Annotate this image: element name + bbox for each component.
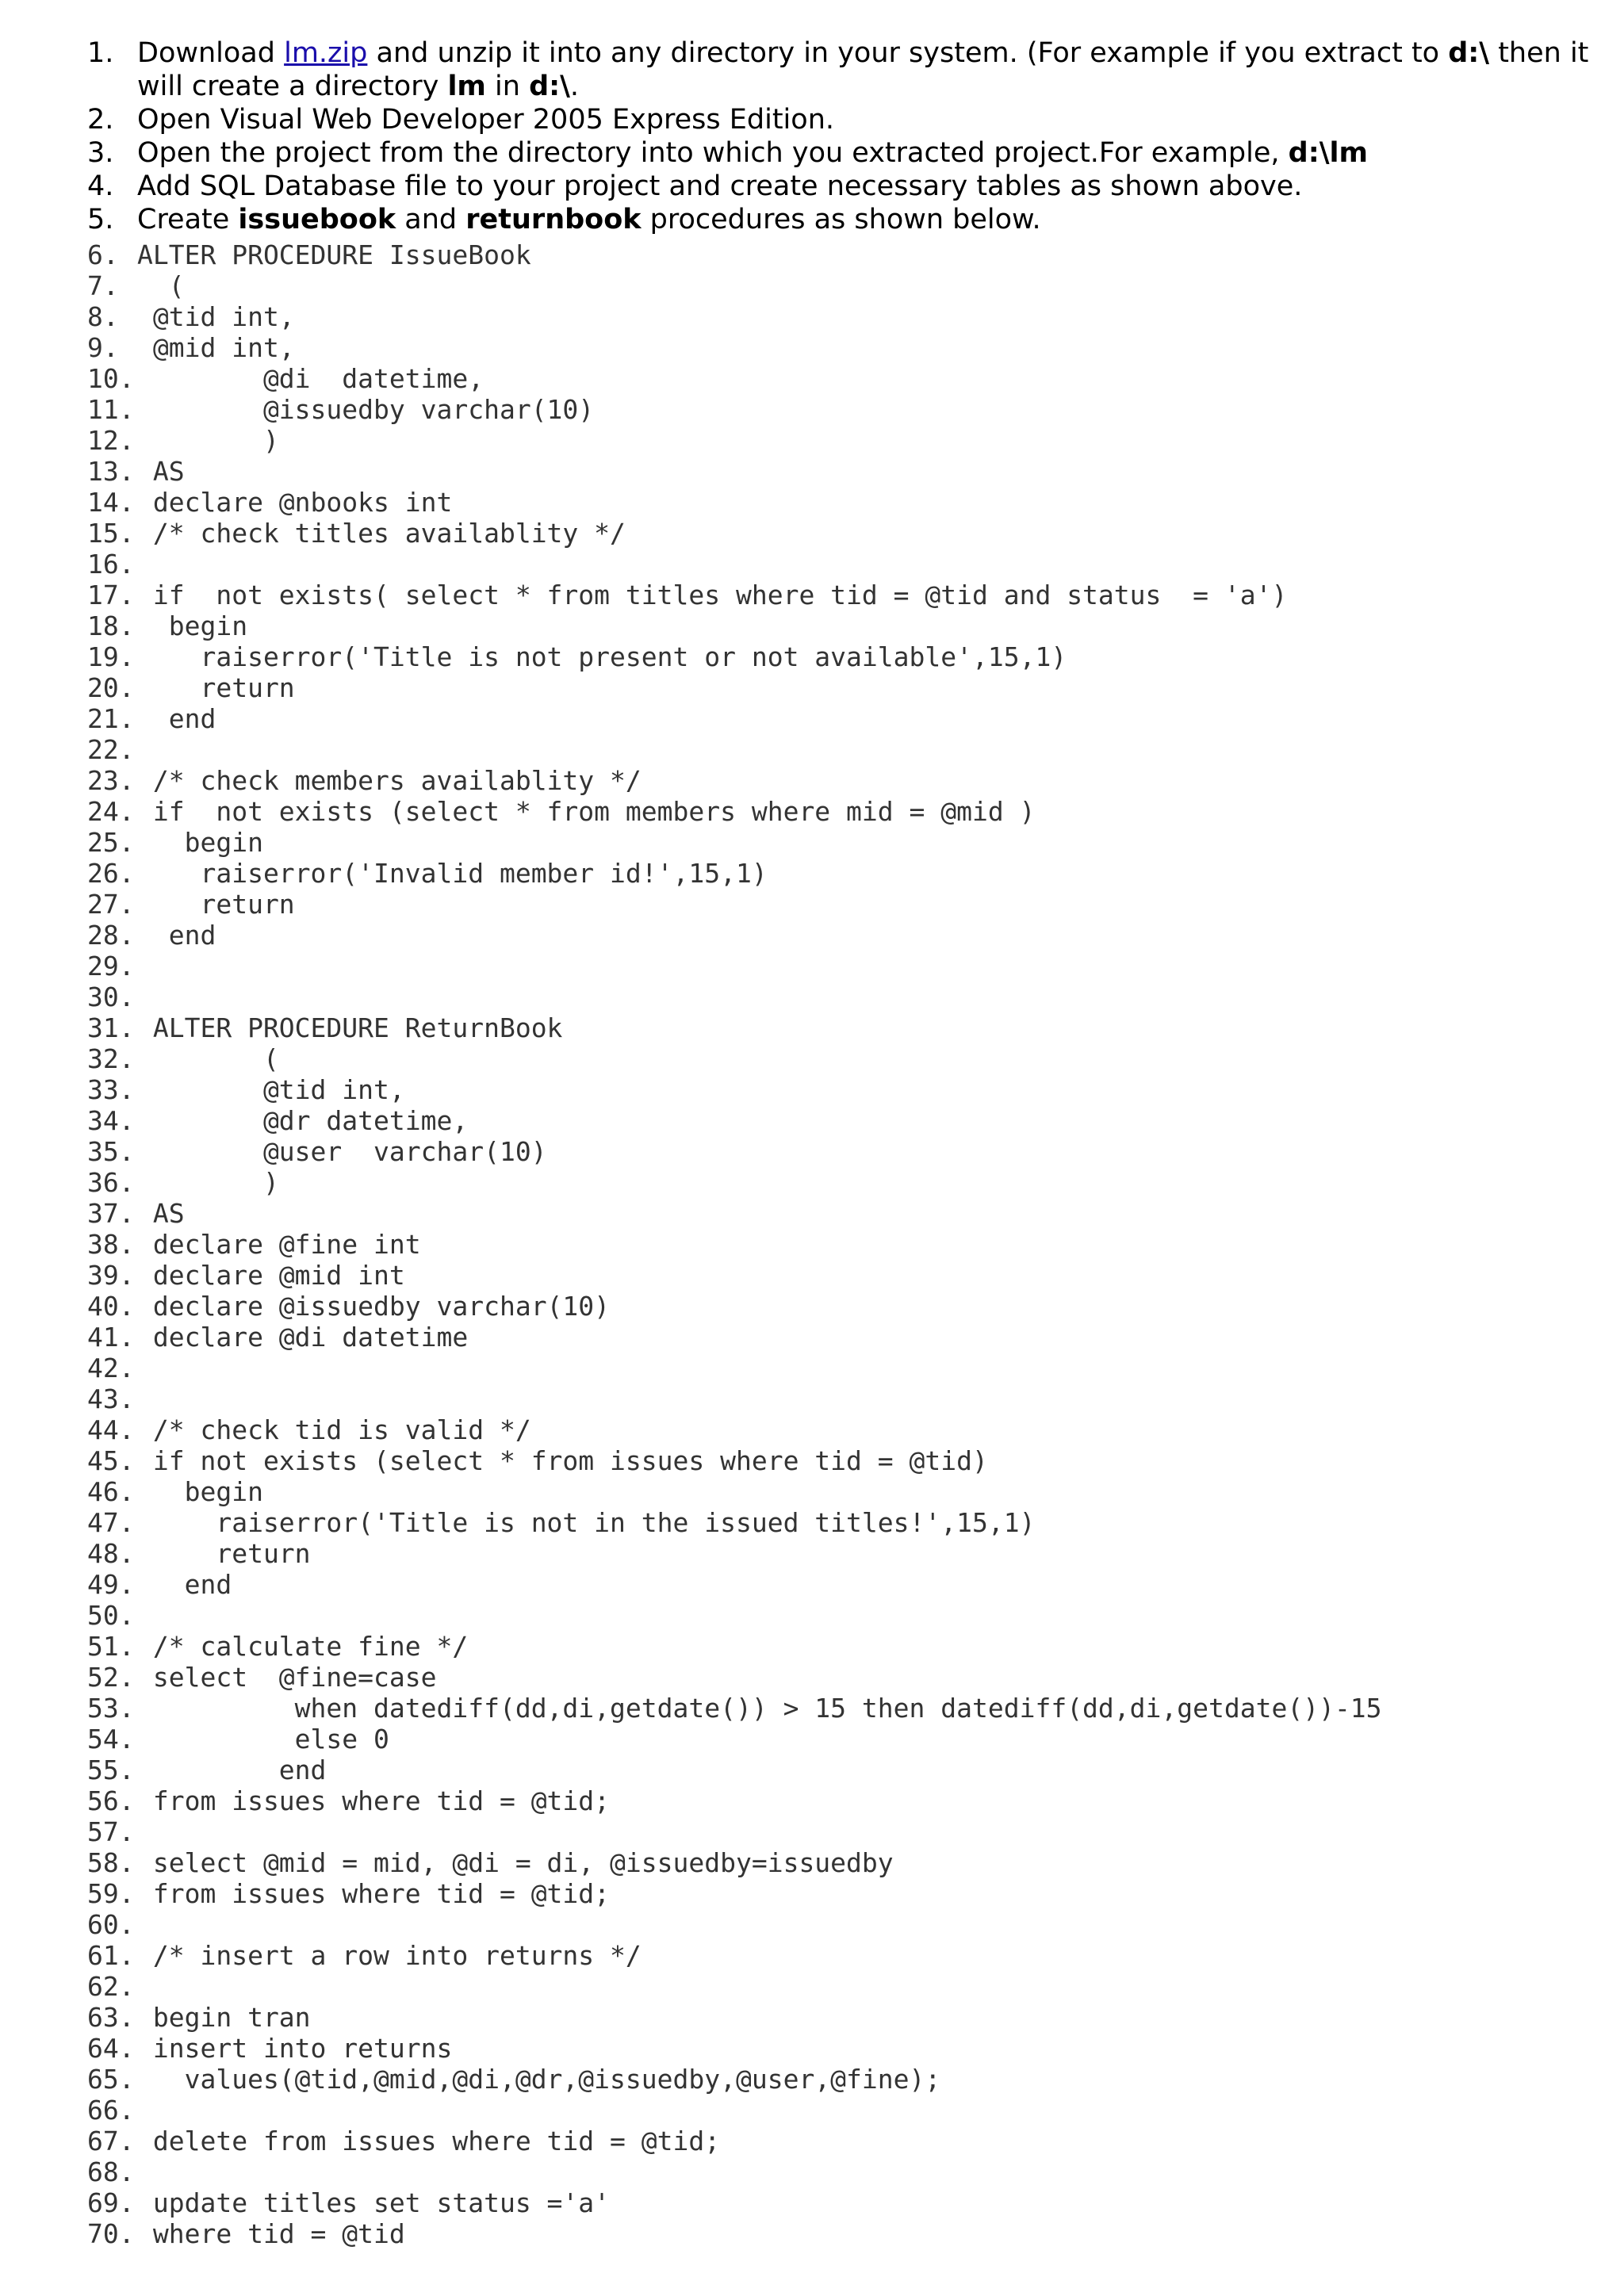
line-number: 7. — [87, 270, 119, 301]
line-number: 16. — [87, 549, 135, 580]
code-text: select @fine=case — [137, 1662, 437, 1693]
line-number: 51. — [87, 1631, 135, 1662]
text-segment: Open the project from the directory into which you extracted project.For example, — [137, 137, 1289, 169]
code-line — [87, 1631, 1594, 1662]
code-text: AS — [137, 1198, 185, 1229]
line-number: 65. — [87, 2064, 135, 2095]
line-number: 56. — [87, 1785, 135, 1816]
code-text: raiserror('Invalid member id!',15,1) — [137, 858, 768, 889]
code-text: ( — [137, 1043, 279, 1074]
code-line — [87, 1260, 1594, 1291]
code-line — [87, 270, 1594, 301]
item-number: 3. — [87, 137, 114, 169]
instruction-text: Add SQL Database file to your project and create necessary tables as shown above. — [137, 170, 1303, 202]
code-line — [87, 1847, 1594, 1878]
code-line — [87, 672, 1594, 703]
code-text: begin — [137, 610, 248, 641]
line-number: 34. — [87, 1105, 135, 1136]
code-text: /* insert a row into returns */ — [137, 1940, 642, 1971]
code-text: ALTER PROCEDURE IssueBook — [137, 239, 531, 270]
code-line — [87, 1322, 1594, 1353]
line-number: 20. — [87, 672, 135, 703]
line-number: 53. — [87, 1693, 135, 1724]
instruction-text — [137, 203, 1594, 236]
code-text: where tid = @tid — [137, 2218, 405, 2249]
code-text: /* check tid is valid */ — [137, 1414, 531, 1445]
code-line — [87, 703, 1594, 734]
code-line — [87, 1383, 1594, 1414]
line-number: 14. — [87, 487, 135, 518]
line-number: 47. — [87, 1507, 135, 1538]
code-text: end — [137, 703, 216, 734]
code-line — [87, 1507, 1594, 1538]
code-line — [87, 394, 1594, 425]
code-text: return — [137, 1538, 311, 1569]
code-text: if not exists( select * from titles where tid = @tid and status = 'a') — [137, 580, 1288, 610]
code-line — [87, 1878, 1594, 1909]
code-line — [87, 1940, 1594, 1971]
line-number: 18. — [87, 610, 135, 641]
code-line — [87, 332, 1594, 363]
code-text: if not exists (select * from issues where tid = @tid) — [137, 1445, 988, 1476]
instruction-text — [137, 136, 1594, 170]
line-number: 13. — [87, 456, 135, 487]
code-line — [87, 301, 1594, 332]
bold-path: lm — [447, 71, 486, 102]
code-line — [87, 827, 1594, 858]
text-segment: Download — [137, 37, 285, 69]
line-number: 48. — [87, 1538, 135, 1569]
code-line — [87, 1167, 1594, 1198]
code-line — [87, 1662, 1594, 1693]
line-number: 60. — [87, 1909, 135, 1940]
code-text: /* calculate fine */ — [137, 1631, 469, 1662]
code-line — [87, 2064, 1594, 2095]
bold-term: returnbook — [465, 204, 642, 235]
code-line — [87, 1569, 1594, 1600]
code-line — [87, 2002, 1594, 2033]
code-text: /* check titles availablity */ — [137, 518, 626, 549]
code-text: AS — [137, 456, 185, 487]
line-number: 25. — [87, 827, 135, 858]
bold-path: d:\ — [1448, 37, 1490, 69]
line-number: 67. — [87, 2126, 135, 2156]
line-number: 62. — [87, 1971, 135, 2002]
code-text: @user varchar(10) — [137, 1136, 547, 1167]
line-number: 69. — [87, 2187, 135, 2218]
code-line — [87, 889, 1594, 920]
instruction-item — [87, 103, 1594, 136]
code-text: declare @nbooks int — [137, 487, 453, 518]
code-line — [87, 1074, 1594, 1105]
instruction-item — [87, 136, 1594, 170]
line-number: 57. — [87, 1816, 135, 1847]
line-number: 27. — [87, 889, 135, 920]
line-number: 28. — [87, 920, 135, 951]
line-number: 50. — [87, 1600, 135, 1631]
item-number: 4. — [87, 170, 114, 202]
line-number: 46. — [87, 1476, 135, 1507]
code-line — [87, 610, 1594, 641]
instruction-item — [87, 170, 1594, 203]
instruction-text: Open Visual Web Developer 2005 Express Edition. — [137, 104, 834, 136]
code-line — [87, 1816, 1594, 1847]
code-line — [87, 2033, 1594, 2064]
line-number: 22. — [87, 734, 135, 765]
line-number: 64. — [87, 2033, 135, 2064]
line-number: 10. — [87, 363, 135, 394]
line-number: 45. — [87, 1445, 135, 1476]
code-text: when datediff(dd,di,getdate()) > 15 then datediff(dd,di,getdate())-15 — [137, 1693, 1382, 1724]
code-line — [87, 1971, 1594, 2002]
line-number: 29. — [87, 951, 135, 982]
code-text: delete from issues where tid = @tid; — [137, 2126, 721, 2156]
line-number: 30. — [87, 982, 135, 1012]
line-number: 55. — [87, 1755, 135, 1785]
text-segment: and — [396, 204, 466, 235]
code-text: from issues where tid = @tid; — [137, 1878, 611, 1909]
code-text: ( — [137, 270, 185, 301]
line-number: 23. — [87, 765, 135, 796]
code-line — [87, 1693, 1594, 1724]
code-line — [87, 641, 1594, 672]
code-line — [87, 518, 1594, 549]
line-number: 49. — [87, 1569, 135, 1600]
numbered-list — [87, 36, 1594, 235]
line-number: 63. — [87, 2002, 135, 2033]
code-listing — [87, 239, 1594, 2249]
code-line — [87, 796, 1594, 827]
line-number: 68. — [87, 2156, 135, 2187]
item-number: 2. — [87, 104, 114, 136]
code-line — [87, 1229, 1594, 1260]
code-text: raiserror('Title is not in the issued titles!',15,1) — [137, 1507, 1036, 1538]
code-text: if not exists (select * from members where mid = @mid ) — [137, 796, 1036, 827]
line-number: 24. — [87, 796, 135, 827]
code-text: insert into returns — [137, 2033, 453, 2064]
bold-path: d:\ — [529, 71, 570, 102]
text-segment: procedures as shown below. — [641, 204, 1041, 235]
code-text: begin tran — [137, 2002, 311, 2033]
code-line — [87, 1291, 1594, 1322]
line-number: 39. — [87, 1260, 135, 1291]
code-line — [87, 920, 1594, 951]
code-line — [87, 363, 1594, 394]
code-line — [87, 549, 1594, 580]
code-text: @issuedby varchar(10) — [137, 394, 595, 425]
line-number: 6. — [87, 239, 119, 270]
code-line — [87, 1012, 1594, 1043]
line-number: 61. — [87, 1940, 135, 1971]
bold-term: issuebook — [238, 204, 396, 235]
code-line — [87, 2126, 1594, 2156]
code-text: declare @mid int — [137, 1260, 405, 1291]
code-text: begin — [137, 827, 263, 858]
code-line — [87, 765, 1594, 796]
line-number: 58. — [87, 1847, 135, 1878]
code-line — [87, 487, 1594, 518]
code-text: select @mid = mid, @di = di, @issuedby=issuedby — [137, 1847, 894, 1878]
code-text: ) — [137, 425, 279, 456]
code-text: @di datetime, — [137, 363, 485, 394]
download-link[interactable]: lm.zip — [284, 37, 368, 69]
code-text: declare @di datetime — [137, 1322, 469, 1353]
text-segment: in — [485, 71, 530, 102]
code-line — [87, 1476, 1594, 1507]
code-text: @mid int, — [137, 332, 295, 363]
code-line — [87, 1600, 1594, 1631]
code-text: /* check members availablity */ — [137, 765, 642, 796]
code-line — [87, 2187, 1594, 2218]
code-text: end — [137, 920, 216, 951]
instruction-item — [87, 203, 1594, 235]
code-line — [87, 1136, 1594, 1167]
code-text: else 0 — [137, 1724, 389, 1755]
code-text: return — [137, 889, 295, 920]
line-number: 66. — [87, 2095, 135, 2126]
code-text: return — [137, 672, 295, 703]
item-number: 1. — [87, 37, 114, 69]
code-line — [87, 1105, 1594, 1136]
code-line — [87, 1445, 1594, 1476]
instruction-text — [137, 36, 1594, 103]
code-line — [87, 951, 1594, 982]
code-text: ALTER PROCEDURE ReturnBook — [137, 1012, 563, 1043]
code-line — [87, 580, 1594, 610]
code-line — [87, 2218, 1594, 2249]
code-line — [87, 1755, 1594, 1785]
item-number: 5. — [87, 204, 114, 235]
line-number: 44. — [87, 1414, 135, 1445]
line-number: 36. — [87, 1167, 135, 1198]
line-number: 59. — [87, 1878, 135, 1909]
code-line — [87, 1785, 1594, 1816]
line-number: 11. — [87, 394, 135, 425]
code-text: end — [137, 1755, 327, 1785]
line-number: 41. — [87, 1322, 135, 1353]
line-number: 32. — [87, 1043, 135, 1074]
code-line — [87, 2095, 1594, 2126]
code-text: end — [137, 1569, 232, 1600]
line-number: 19. — [87, 641, 135, 672]
line-number: 40. — [87, 1291, 135, 1322]
text-segment: and unzip it into any directory in your system. (For example if you extract to — [367, 37, 1449, 69]
line-number: 8. — [87, 301, 119, 332]
code-text: @dr datetime, — [137, 1105, 469, 1136]
line-number: 21. — [87, 703, 135, 734]
code-text: update titles set status ='a' — [137, 2187, 611, 2218]
line-number: 43. — [87, 1383, 135, 1414]
code-line — [87, 1538, 1594, 1569]
line-number: 26. — [87, 858, 135, 889]
code-line — [87, 1724, 1594, 1755]
text-segment: then it will create a directory — [137, 37, 1589, 102]
line-number: 9. — [87, 332, 119, 363]
line-number: 70. — [87, 2218, 135, 2249]
line-number: 31. — [87, 1012, 135, 1043]
code-text: from issues where tid = @tid; — [137, 1785, 611, 1816]
line-number: 37. — [87, 1198, 135, 1229]
code-line — [87, 1909, 1594, 1940]
text-segment: . — [569, 71, 580, 102]
code-line — [87, 425, 1594, 456]
code-line — [87, 1353, 1594, 1383]
code-line — [87, 858, 1594, 889]
code-text: values(@tid,@mid,@di,@dr,@issuedby,@user,@fine); — [137, 2064, 941, 2095]
text-segment: Create — [137, 204, 239, 235]
code-text: begin — [137, 1476, 263, 1507]
code-text: ) — [137, 1167, 279, 1198]
instruction-item — [87, 36, 1594, 103]
line-number: 42. — [87, 1353, 135, 1383]
bold-path: d:\lm — [1288, 137, 1368, 169]
code-line — [87, 1043, 1594, 1074]
line-number: 54. — [87, 1724, 135, 1755]
line-number: 35. — [87, 1136, 135, 1167]
code-line — [87, 1198, 1594, 1229]
code-line — [87, 239, 1594, 270]
code-line — [87, 1414, 1594, 1445]
code-text: declare @issuedby varchar(10) — [137, 1291, 611, 1322]
line-number: 12. — [87, 425, 135, 456]
line-number: 15. — [87, 518, 135, 549]
code-text: declare @fine int — [137, 1229, 421, 1260]
code-line — [87, 2156, 1594, 2187]
code-line — [87, 982, 1594, 1012]
line-number: 33. — [87, 1074, 135, 1105]
code-text: @tid int, — [137, 301, 295, 332]
code-text: raiserror('Title is not present or not available',15,1) — [137, 641, 1067, 672]
code-line — [87, 734, 1594, 765]
code-line — [87, 456, 1594, 487]
code-text: @tid int, — [137, 1074, 405, 1105]
line-number: 52. — [87, 1662, 135, 1693]
line-number: 17. — [87, 580, 135, 610]
line-number: 38. — [87, 1229, 135, 1260]
